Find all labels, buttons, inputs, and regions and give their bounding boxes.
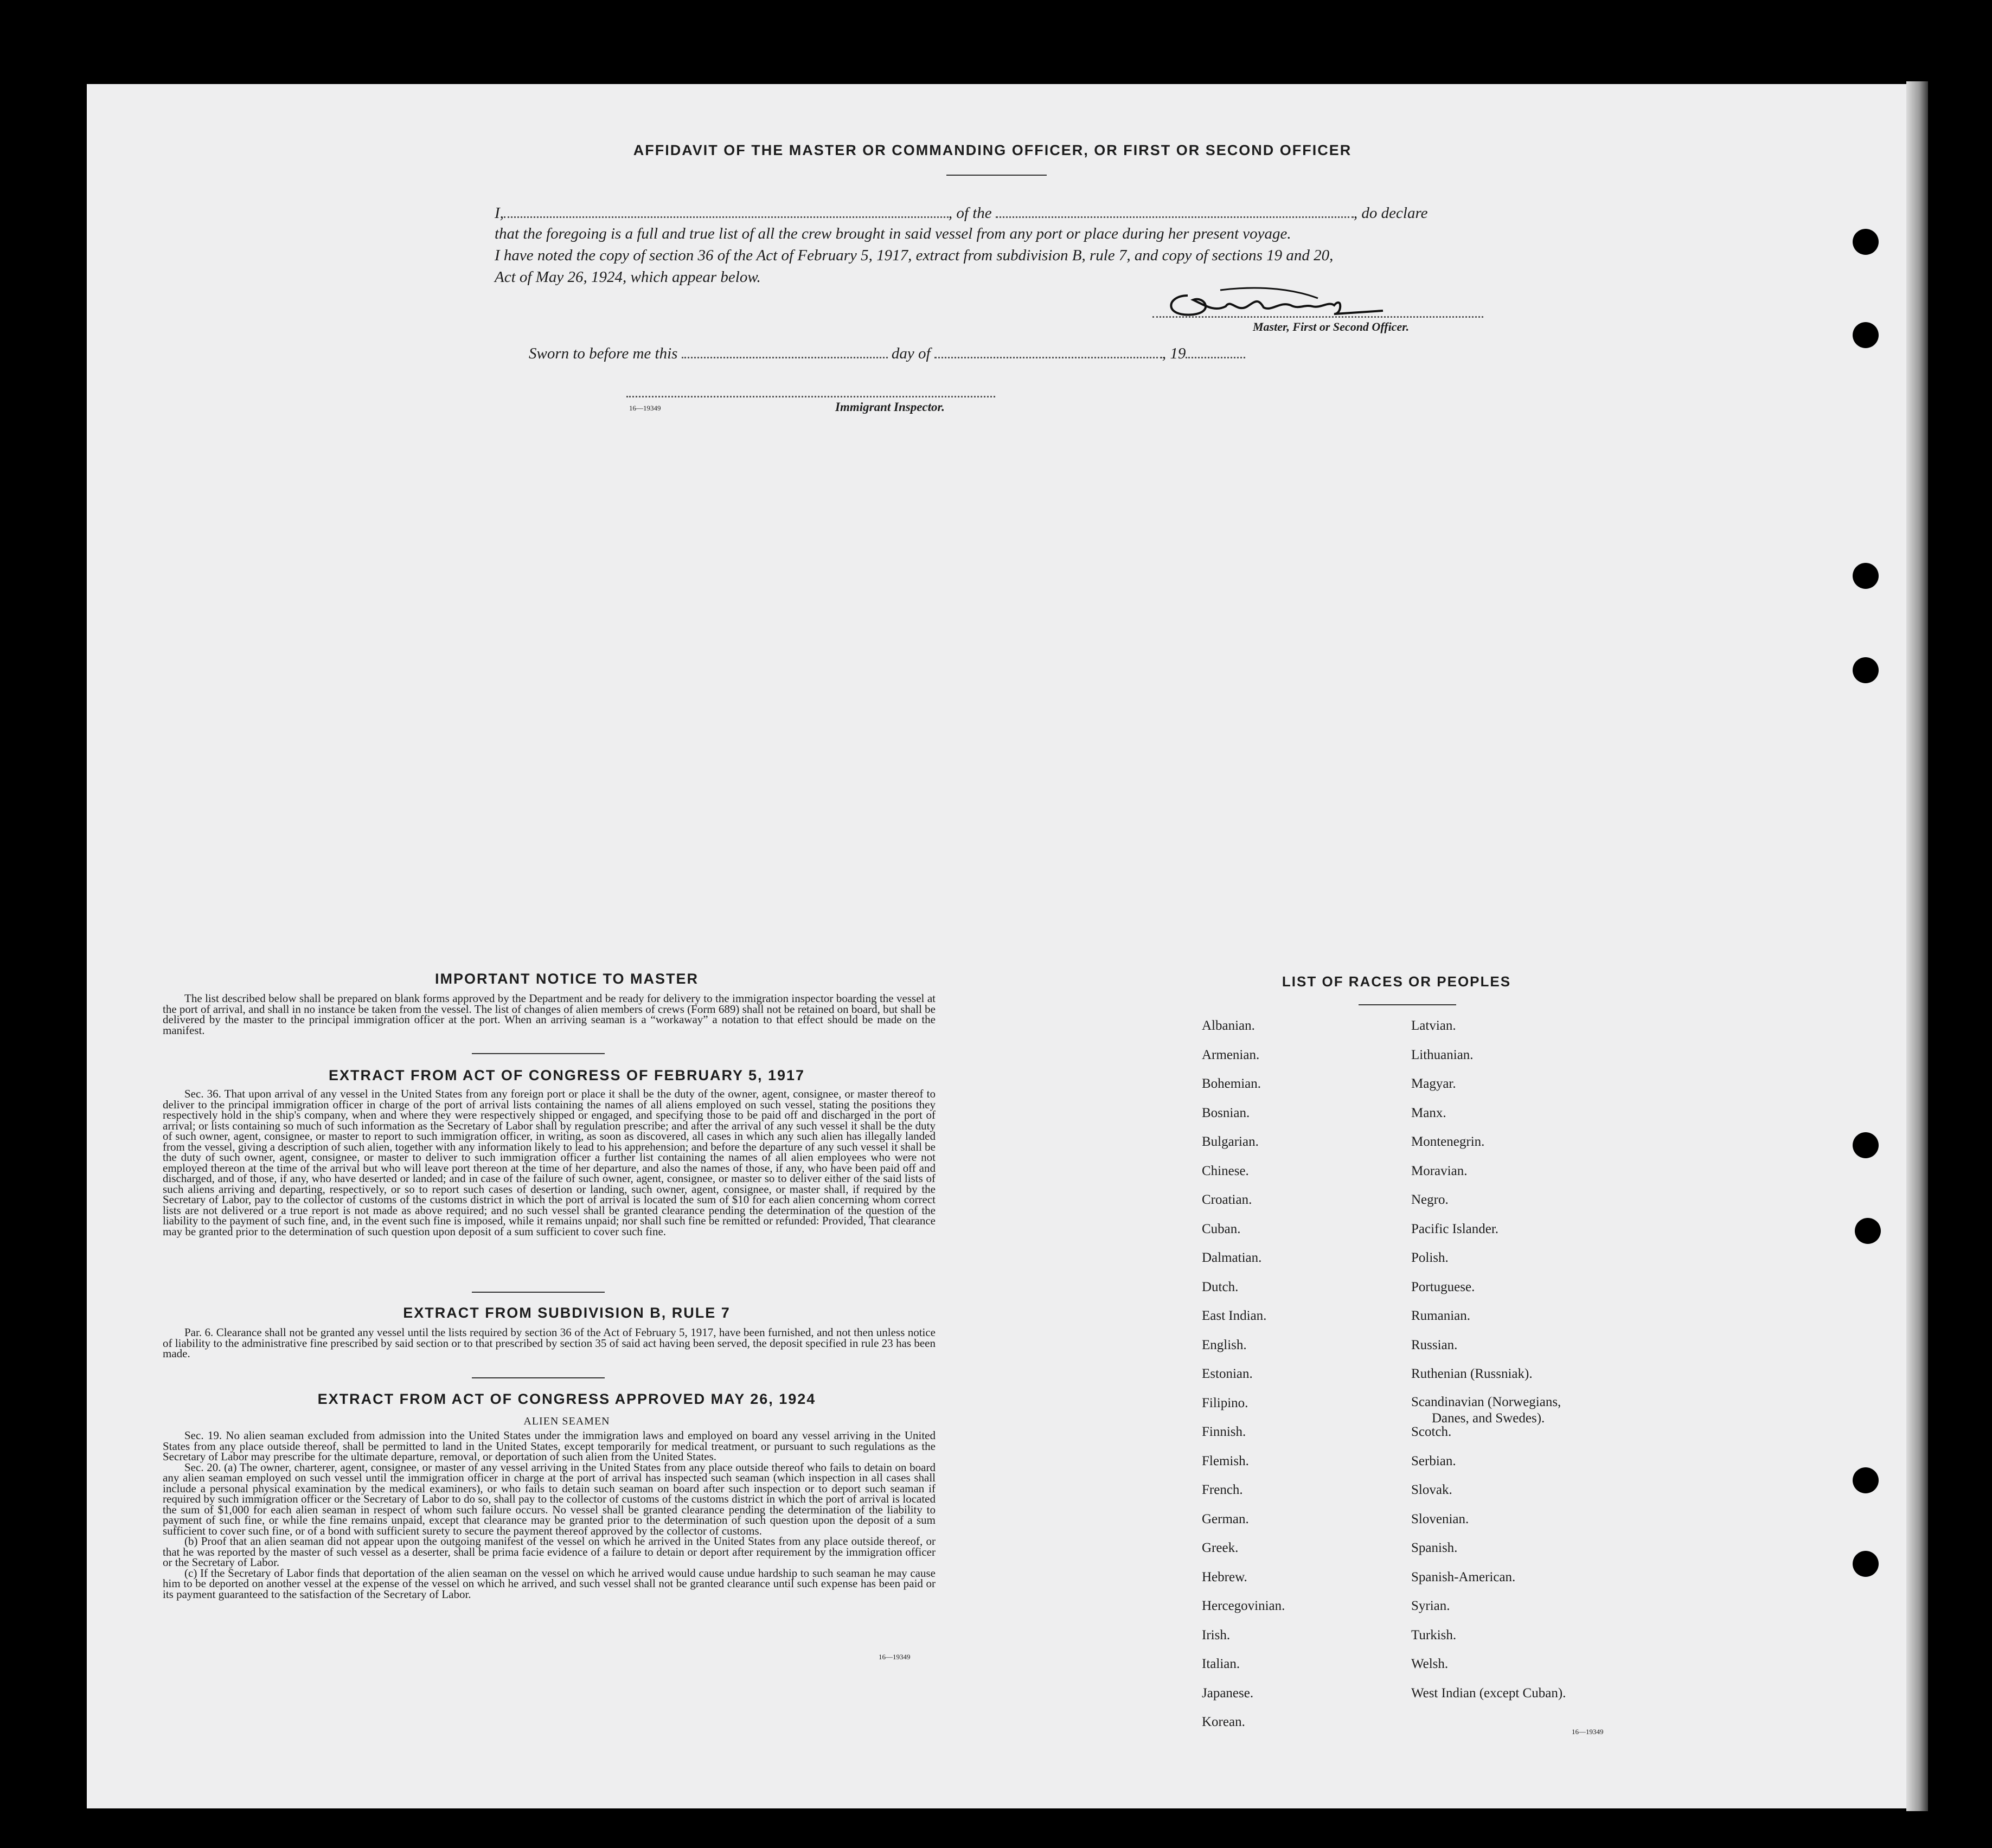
affidavit-declaration-line bbox=[495, 202, 1503, 222]
binder-hole bbox=[1853, 229, 1879, 255]
alien-seamen-subtitle: ALIEN SEAMEN bbox=[523, 1415, 610, 1427]
race-item: Bosnian. bbox=[1202, 1106, 1250, 1120]
race-item: Welsh. bbox=[1411, 1657, 1449, 1671]
race-item: Moravian. bbox=[1411, 1164, 1468, 1178]
handwritten-signature bbox=[1155, 274, 1437, 323]
race-item: Chinese. bbox=[1202, 1164, 1249, 1178]
notice-title: IMPORTANT NOTICE TO MASTER bbox=[435, 971, 699, 987]
race-item: Rumanian. bbox=[1411, 1308, 1471, 1323]
race-item: Scotch. bbox=[1411, 1425, 1452, 1439]
sworn-prefix: Sworn to before me this bbox=[529, 345, 678, 362]
race-item: West Indian (except Cuban). bbox=[1411, 1686, 1566, 1701]
race-item: Pacific Islander. bbox=[1411, 1222, 1499, 1236]
race-item: Greek. bbox=[1202, 1541, 1239, 1555]
affidavit-line-3: I have noted the copy of section 36 of the Act of February 5, 1917, extract from subdivision B, rule 7, and copy of sections 19 and 20, bbox=[495, 247, 1334, 264]
sec-20a-text: Sec. 20. (a) The owner, charterer, agent, consignee, or master of any vessel arriving in the United States from any place outside thereof who fails to detain on board any alien seaman employed on such vessel until the immigration officer in charge at the port of arrival has inspected such seaman (which inspection in all cases shall include a personal physical examination by the medical examiners), or who fails to detain such seaman on board after such inspection or to deport such seaman if required by such immigration officer or the Secretary of Labor to do so, shall pay to the collector of customs of the customs district in which the port of arrival is located the sum of $1,000 for each alien seaman in respect of whom such failure occurs. No vessel shall be granted clearance pending the determination of the liability to payment of such fine, or while the fine remains unpaid, except that clearance may be granted prior to the determination of such question upon the deposit of a sum sufficient to cover such fine, or of a bond with sufficient surety to secure the payment thereof approved by the collector of customs. bbox=[163, 1460, 936, 1537]
race-item: Ruthenian (Russniak). bbox=[1411, 1366, 1533, 1381]
race-item: Bulgarian. bbox=[1202, 1134, 1259, 1149]
race-item: Turkish. bbox=[1411, 1628, 1457, 1642]
race-item: Japanese. bbox=[1202, 1686, 1254, 1701]
extract-1924-title: EXTRACT FROM ACT OF CONGRESS APPROVED MAY 26, 1924 bbox=[317, 1391, 816, 1407]
race-item: Korean. bbox=[1202, 1715, 1245, 1729]
affidavit-line-4: Act of May 26, 1924, which appear below. bbox=[495, 268, 761, 286]
vessel-blank[interactable] bbox=[996, 202, 1354, 218]
race-item: Manx. bbox=[1411, 1106, 1446, 1120]
race-item: Italian. bbox=[1202, 1657, 1240, 1671]
race-item: Finnish. bbox=[1202, 1425, 1246, 1439]
month-blank[interactable] bbox=[934, 343, 1162, 358]
form-number-top: 16—19349 bbox=[629, 404, 661, 412]
sworn-line bbox=[529, 343, 1245, 363]
race-item: Scandinavian (Norwegians, bbox=[1411, 1395, 1561, 1409]
race-item: Armenian. bbox=[1202, 1048, 1260, 1062]
section-divider bbox=[472, 1292, 605, 1293]
affidavit-i: I, bbox=[495, 204, 504, 222]
race-item: Flemish. bbox=[1202, 1454, 1249, 1468]
race-item: Irish. bbox=[1202, 1628, 1231, 1642]
race-item: Polish. bbox=[1411, 1250, 1449, 1265]
race-item: Latvian. bbox=[1411, 1018, 1456, 1033]
race-item: Serbian. bbox=[1411, 1454, 1456, 1468]
race-item: Russian. bbox=[1411, 1338, 1458, 1352]
title-divider bbox=[946, 175, 1047, 176]
race-item: Filipino. bbox=[1202, 1396, 1248, 1410]
race-item: Cuban. bbox=[1202, 1222, 1241, 1236]
sec-20c-text: (c) If the Secretary of Labor finds that deportation of the alien seaman on the vessel on which he arrived would cause undue hardship to such seaman he may cause him to be deported on another vessel at the expense of the vessel on which he arrived, and such vessel shall not be granted clearance until such expense has been paid or its payment guaranteed to the satisfaction of the Secretary of Labor. bbox=[163, 1566, 936, 1601]
race-item: English. bbox=[1202, 1338, 1247, 1352]
race-item: Spanish-American. bbox=[1411, 1570, 1516, 1584]
race-item: Croatian. bbox=[1202, 1192, 1252, 1207]
affidavit-of-the: , of the bbox=[948, 204, 992, 222]
inspector-signature-line bbox=[626, 396, 995, 397]
race-item: Bohemian. bbox=[1202, 1076, 1261, 1091]
affidavit-title: AFFIDAVIT OF THE MASTER OR COMMANDING OFFICER, OR FIRST OR SECOND OFFICER bbox=[633, 142, 1352, 158]
race-item: Danes, and Swedes). bbox=[1432, 1411, 1545, 1426]
race-item: Lithuanian. bbox=[1411, 1048, 1474, 1062]
affidavit-line-2: that the foregoing is a full and true list of all the crew brought in said vessel from any port or place during her present voyage. bbox=[495, 225, 1291, 242]
race-item: French. bbox=[1202, 1483, 1243, 1497]
sworn-day-of: day of bbox=[891, 345, 931, 362]
form-number-right: 16—19349 bbox=[1572, 1728, 1604, 1736]
section-divider bbox=[472, 1377, 605, 1378]
race-item: Spanish. bbox=[1411, 1541, 1458, 1555]
form-number-left: 16—19349 bbox=[879, 1653, 911, 1661]
signature-line bbox=[1152, 316, 1483, 318]
day-blank[interactable] bbox=[682, 343, 888, 358]
race-item: Slovenian. bbox=[1411, 1512, 1469, 1526]
races-title: LIST OF RACES OR PEOPLES bbox=[1282, 973, 1511, 990]
race-item: East Indian. bbox=[1202, 1308, 1267, 1323]
year-blank[interactable] bbox=[1186, 343, 1245, 358]
sworn-year: , 19 bbox=[1162, 345, 1186, 362]
race-item: Montenegrin. bbox=[1411, 1134, 1485, 1149]
race-item: Magyar. bbox=[1411, 1076, 1456, 1091]
binder-hole bbox=[1853, 322, 1879, 348]
race-item: Syrian. bbox=[1411, 1599, 1450, 1613]
race-item: Negro. bbox=[1411, 1192, 1449, 1207]
race-item: Portuguese. bbox=[1411, 1280, 1475, 1294]
binder-hole bbox=[1855, 1218, 1881, 1244]
race-item: Slovak. bbox=[1411, 1483, 1452, 1497]
sec-20b-text: (b) Proof that an alien seaman did not appear upon the outgoing manifest of the vessel on which he arrived in the United States from any place outside thereof, or that he was reported by the master of such vessel as a deserter, shall be prima facie evidence of a failure to detain or deport after requirement by the immigration officer or the Secretary of Labor. bbox=[163, 1535, 936, 1569]
extract-1917-title: EXTRACT FROM ACT OF CONGRESS OF FEBRUARY 5, 1917 bbox=[328, 1067, 805, 1083]
binder-hole bbox=[1853, 1551, 1879, 1577]
race-item: Estonian. bbox=[1202, 1366, 1253, 1381]
inspector-caption: Immigrant Inspector. bbox=[835, 400, 945, 414]
section-divider bbox=[472, 1053, 605, 1054]
binder-hole bbox=[1853, 657, 1879, 683]
race-item: Hebrew. bbox=[1202, 1570, 1247, 1584]
extract-1924-text bbox=[163, 1430, 936, 1600]
race-item: Hercegovinian. bbox=[1202, 1599, 1285, 1613]
races-divider bbox=[1359, 1004, 1456, 1005]
rule-7-text: Par. 6. Clearance shall not be granted any vessel until the lists required by section 36 of the Act of February 5, 1917, have been furnished, and not then unless notice of liability to the administrative fine prescribed by said section or to that prescribed by section 35 of said act having been served, the deposit specified in rule 23 has been made. bbox=[163, 1326, 936, 1360]
rule-7-title: EXTRACT FROM SUBDIVISION B, RULE 7 bbox=[403, 1305, 731, 1321]
notice-text: The list described below shall be prepared on blank forms approved by the Department and be ready for delivery to the immigration inspector boarding the vessel at the port of arrival, and shall in no instance be taken from the vessel. The list of changes of alien members of crews (Form 689) shall not be retained on board, but shall be delivered by the master to the principal immigration officer at the port. When an arriving seaman is a “workaway” a notation to that effect should be made on the manifest. bbox=[163, 992, 936, 1037]
name-blank[interactable] bbox=[504, 202, 949, 218]
extract-1917-text: Sec. 36. That upon arrival of any vessel in the United States from any foreign port or place it shall be the duty of the owner, agent, consignee, or master thereof to deliver to the principal immigration officer in charge of the port of arrival lists containing the names of all aliens employed on such vessel, stating the positions they respectively hold in the ship's company, when and where they were respectively shipped or engaged, and specifying those to be paid off and discharged in the port of arrival; or lists containing so much of such information as the Secretary of Labor shall by regulation prescribe; and after the arrival of any such vessel it shall be the duty of such owner, agent, consignee, or master to report to such immigration officer, in writing, as soon as discovered, all cases in which any such alien has illegally landed from the vessel, giving a description of such alien, together with any information likely to lead to his apprehension; and before the departure of any such vessel it shall be the duty of such owner, agent, consignee, or master to deliver to such immigration officer a further list containing the names of all alien employees who were not employed thereon at the time of the arrival but who will leave port thereon at the time of her departure, and also the names of those, if any, who have been paid off and discharged, and of those, if any, who have deserted or landed; and in case of the failure of such owner, agent, consignee, or master so to deliver either of the said lists of such aliens arriving and departing, respectively, or so to report such cases of desertion or landing, such owner, agent, consignee, or master shall, if required by the Secretary of Labor, pay to the collector of customs of the customs district in which the port of arrival is located the sum of $10 for each alien concerning whom correct lists are not delivered or a true report is not made as above required; and no such vessel shall be granted clearance pending the determination of the question of the liability to the payment of such fine, and, in the event such fine is imposed, while it remains unpaid; nor shall such fine be remitted or refunded: Provided, That clearance may be granted prior to the determination of such question upon deposit of a sum sufficient to cover such fine. bbox=[163, 1087, 936, 1238]
binder-hole bbox=[1853, 1467, 1879, 1493]
affidavit-declare: , do declare bbox=[1353, 204, 1428, 222]
race-item: German. bbox=[1202, 1512, 1249, 1526]
binder-hole bbox=[1853, 563, 1879, 589]
race-item: Albanian. bbox=[1202, 1018, 1255, 1033]
sec-19-text: Sec. 19. No alien seaman excluded from admission into the United States under the immigration laws and employed on board any vessel arriving in the United States from any place outside thereof, shall be permitted to land in the United States, except temporarily for medical treatment, or pursuant to such regulations as the Secretary of Labor may prescribe for the ultimate departure, removal, or deportation of such alien from the United States. bbox=[163, 1429, 936, 1463]
signature-caption: Master, First or Second Officer. bbox=[1253, 320, 1410, 333]
binder-hole bbox=[1853, 1132, 1879, 1158]
race-item: Dalmatian. bbox=[1202, 1250, 1262, 1265]
page-edge bbox=[1906, 81, 1928, 1811]
race-item: Dutch. bbox=[1202, 1280, 1239, 1294]
